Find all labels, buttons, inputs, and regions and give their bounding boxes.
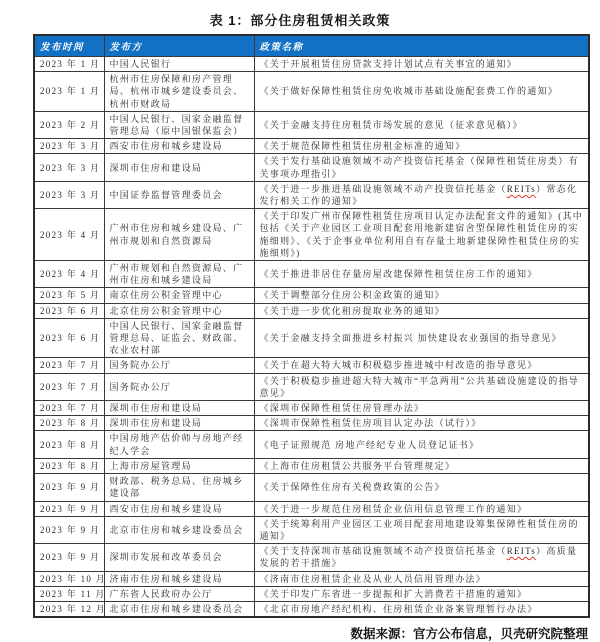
cell-publisher: 中国房地产估价师与房地产经纪人学会 xyxy=(104,431,254,458)
table-row xyxy=(34,373,589,400)
cell-policy: 《深圳市保障性租赁住房管理办法》 xyxy=(254,401,589,416)
cell-publisher: 中国人民银行、国家金融监督管理总局、证监会、财政部、农业农村部 xyxy=(104,318,254,358)
table-row xyxy=(34,318,589,358)
table-row xyxy=(34,401,589,416)
cell-policy: 《关于积极稳步推进超大特大城市“平急两用”公共基础设施建设的指导意见》 xyxy=(254,373,589,400)
cell-date: 2023 年 9 月 xyxy=(34,474,104,501)
cell-date: 2023 年 7 月 xyxy=(34,358,104,373)
table-row xyxy=(34,111,589,138)
cell-policy: 《关于金融支持全面推进乡村振兴 加快建设农业强国的指导意见》 xyxy=(254,318,589,358)
cell-policy: 《关于做好保障性租赁住房免收城市基础设施配套费工作的通知》 xyxy=(254,72,589,112)
cell-publisher: 深圳市住房和建设局 xyxy=(104,416,254,431)
cell-policy: 《关于金融支持住房租赁市场发展的意见（征求意见稿）》 xyxy=(254,111,589,138)
table-row xyxy=(34,416,589,431)
table-row xyxy=(34,601,589,617)
cell-date: 2023 年 8 月 xyxy=(34,431,104,458)
cell-policy: 《深圳市保障性租赁住房项目认定办法（试行）》 xyxy=(254,416,589,431)
cell-publisher: 中国证券监督管理委员会 xyxy=(104,181,254,208)
cell-date: 2023 年 6 月 xyxy=(34,318,104,358)
cell-publisher: 财政部、税务总局、住房城乡建设部 xyxy=(104,474,254,501)
cell-date: 2023 年 2 月 xyxy=(34,111,104,138)
cell-publisher: 北京市住房和城乡建设委员会 xyxy=(104,516,254,543)
table-row xyxy=(34,586,589,601)
table-row xyxy=(34,358,589,373)
cell-publisher: 南京住房公积金管理中心 xyxy=(104,288,254,303)
cell-policy: 《关于进一步推进基础设施领域不动产投资信托基金（REITs）常态化发行相关工作的通知》 xyxy=(254,181,589,208)
cell-date: 2023 年 10 月 xyxy=(34,571,104,586)
cell-policy: 《关于进一步优化租房提取业务的通知》 xyxy=(254,303,589,318)
table-row xyxy=(34,501,589,516)
cell-policy: 《关于调整部分住房公积金政策的通知》 xyxy=(254,288,589,303)
cell-policy: 《关于在超大特大城市积极稳步推进城中村改造的指导意见》 xyxy=(254,358,589,373)
cell-date: 2023 年 7 月 xyxy=(34,373,104,400)
cell-policy: 《关于发行基础设施领域不动产投资信托基金（保障性租赁住房类）有关事项办理指引》 xyxy=(254,154,589,181)
cell-date: 2023 年 7 月 xyxy=(34,401,104,416)
cell-date: 2023 年 1 月 xyxy=(34,72,104,112)
table-row xyxy=(34,72,589,112)
cell-publisher: 广州市住房和城乡建设局、广州市规划和自然资源局 xyxy=(104,209,254,261)
cell-policy: 《关于印发广州市保障性租赁住房项目认定办法配套文件的通知》(其中包括《关于产业园区工业项目配套用地新建宿舍型保障性租赁住房的实施细则》、《关于企事业单位利用自有存量土地新建保障性租赁住房的实施细则》) xyxy=(254,209,589,261)
cell-publisher: 广东省人民政府办公厅 xyxy=(104,586,254,601)
cell-publisher: 深圳市发展和改革委员会 xyxy=(104,544,254,571)
cell-publisher: 西安市住房和城乡建设局 xyxy=(104,139,254,154)
policy-table xyxy=(33,34,590,618)
header-policy-name: 政策名称 xyxy=(254,35,589,57)
cell-date: 2023 年 9 月 xyxy=(34,516,104,543)
table-row xyxy=(34,474,589,501)
table-row xyxy=(34,516,589,543)
cell-publisher: 杭州市住房保障和房产管理局、杭州市城乡建设委员会、杭州市财政局 xyxy=(104,72,254,112)
cell-publisher: 济南市住房和城乡建设局 xyxy=(104,571,254,586)
policy-table-body xyxy=(34,57,589,618)
header-publish-date: 发布时间 xyxy=(34,35,104,57)
table-row xyxy=(34,139,589,154)
cell-date: 2023 年 9 月 xyxy=(34,501,104,516)
cell-policy: 《电子证照规范 房地产经纪专业人员登记证书》 xyxy=(254,431,589,458)
cell-policy: 《关于推进非居住存量房屋改建保障性租赁住房工作的通知》 xyxy=(254,261,589,288)
cell-policy: 《关于进一步规范住房租赁企业信用信息管理工作的通知》 xyxy=(254,501,589,516)
data-source-note: 数据来源：官方公布信息，贝壳研究院整理 xyxy=(350,627,588,642)
cell-publisher: 北京住房公积金管理中心 xyxy=(104,303,254,318)
cell-policy: 《关于保障性住房有关税费政策的公告》 xyxy=(254,474,589,501)
cell-date: 2023 年 3 月 xyxy=(34,181,104,208)
cell-policy: 《关于开展租赁住房贷款支持计划试点有关事宜的通知》 xyxy=(254,57,589,72)
cell-policy: 《上海市住房租赁公共服务平台管理规定》 xyxy=(254,458,589,473)
cell-publisher: 中国人民银行、国家金融监督管理总局（原中国银保监会） xyxy=(104,111,254,138)
cell-publisher: 上海市房屋管理局 xyxy=(104,458,254,473)
cell-policy: 《济南市住房租赁企业及从业人员信用管理办法》 xyxy=(254,571,589,586)
header-publisher: 发布方 xyxy=(104,35,254,57)
cell-policy: 《关于规范保障性租赁住房租金标准的通知》 xyxy=(254,139,589,154)
table-row xyxy=(34,544,589,571)
cell-publisher: 北京市住房和城乡建设委员会 xyxy=(104,601,254,617)
table-row xyxy=(34,154,589,181)
cell-publisher: 广州市规划和自然资源局、广州市住房和城乡建设局 xyxy=(104,261,254,288)
table-row xyxy=(34,571,589,586)
cell-date: 2023 年 6 月 xyxy=(34,303,104,318)
cell-policy: 《关于印发广东省进一步提振和扩大消费若干措施的通知》 xyxy=(254,586,589,601)
table-row xyxy=(34,288,589,303)
cell-policy: 《关于支持深圳市基础设施领域不动产投资信托基金（REITs）高质量发展的若干措施》 xyxy=(254,544,589,571)
table-row xyxy=(34,431,589,458)
table-title: 表 1：部分住房租赁相关政策 xyxy=(209,13,391,28)
cell-date: 2023 年 4 月 xyxy=(34,209,104,261)
cell-publisher: 深圳市住房和建设局 xyxy=(104,401,254,416)
table-row xyxy=(34,57,589,72)
table-row xyxy=(34,458,589,473)
cell-publisher: 西安市住房和城乡建设局 xyxy=(104,501,254,516)
cell-date: 2023 年 11 月 xyxy=(34,586,104,601)
table-row xyxy=(34,261,589,288)
cell-policy: 《关于统筹利用产业园区工业项目配套用地建设筹集保障性租赁住房的通知》 xyxy=(254,516,589,543)
cell-date: 2023 年 1 月 xyxy=(34,57,104,72)
cell-date: 2023 年 3 月 xyxy=(34,154,104,181)
cell-publisher: 中国人民银行 xyxy=(104,57,254,72)
cell-date: 2023 年 9 月 xyxy=(34,544,104,571)
cell-publisher: 深圳市住房和建设局 xyxy=(104,154,254,181)
cell-date: 2023 年 8 月 xyxy=(34,416,104,431)
cell-publisher: 国务院办公厅 xyxy=(104,373,254,400)
table-row xyxy=(34,181,589,208)
cell-date: 2023 年 5 月 xyxy=(34,288,104,303)
cell-date: 2023 年 8 月 xyxy=(34,458,104,473)
cell-date: 2023 年 12 月 xyxy=(34,601,104,617)
table-row xyxy=(34,209,589,261)
cell-policy: 《北京市房地产经纪机构、住房租赁企业备案管理暂行办法》 xyxy=(254,601,589,617)
spellcheck-reits: REITs xyxy=(506,183,537,194)
cell-publisher: 国务院办公厅 xyxy=(104,358,254,373)
cell-date: 2023 年 4 月 xyxy=(34,261,104,288)
spellcheck-reits: REITs xyxy=(506,546,537,557)
table-header-row xyxy=(34,35,589,57)
table-row xyxy=(34,303,589,318)
cell-date: 2023 年 3 月 xyxy=(34,139,104,154)
